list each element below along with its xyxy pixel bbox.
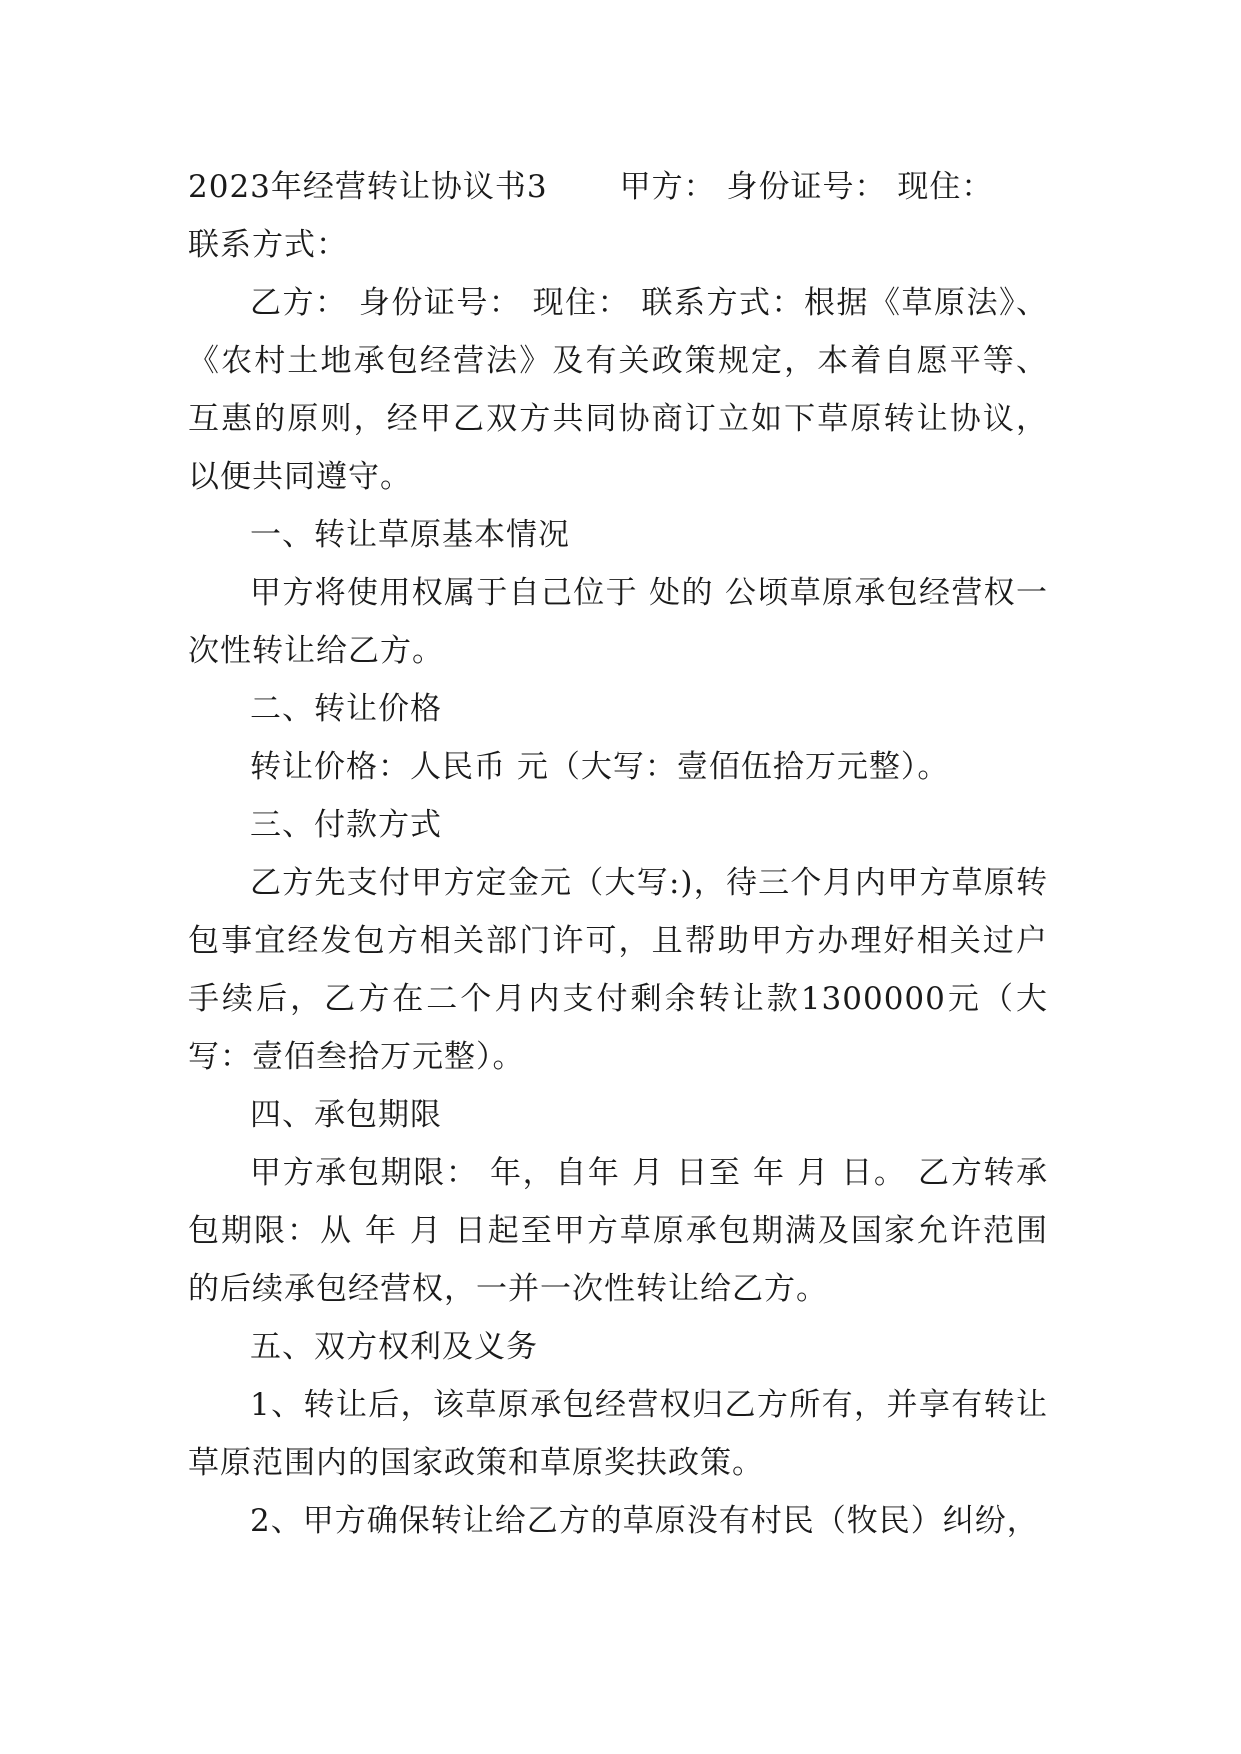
section-heading-3: 三、付款方式 [250,807,442,843]
party-a-fields: 甲方： 身份证号： 现住： [619,169,994,205]
section-heading-1: 一、转让草原基本情况 [250,517,570,553]
contact-label: 联系方式： [188,227,348,263]
document-title: 2023年经营转让协议书3 [188,169,548,205]
section-5-item-2: 2、甲方确保转让给乙方的草原没有村民（牧民）纠纷， [250,1503,1039,1539]
section-2-body: 转让价格：人民币 元（大写：壹佰伍拾万元整）。 [250,749,950,785]
title-line [188,158,1048,216]
intro-paragraph: 乙方： 身份证号： 现住： 联系方式：根据《草原法》、《农村土地承包经营法》及有关政策规定，本着自愿平等、互惠的原则，经甲乙双方共同协商订立如下草原转让协议，以便共同遵守。 [188,285,1048,495]
section-heading-5: 五、双方权利及义务 [250,1329,538,1365]
section-heading-2: 二、转让价格 [250,691,442,727]
section-1-body: 甲方将使用权属于自己位于 处的 公顷草原承包经营权一次性转让给乙方。 [188,575,1048,669]
document-body [188,158,1048,1550]
section-heading-4: 四、承包期限 [250,1097,442,1133]
section-3-body: 乙方先支付甲方定金元（大写:)，待三个月内甲方草原转包事宜经发包方相关部门许可，且帮助甲方办理好相关过户手续后，乙方在二个月内支付剩余转让款1300000元（大写：壹佰叁拾万元整）。 [188,865,1048,1075]
section-4-body: 甲方承包期限： 年，自年 月 日至 年 月 日。 乙方转承包期限：从 年 月 日起至甲方草原承包期满及国家允许范围的后续承包经营权，一并一次性转让给乙方。 [188,1155,1048,1307]
section-5-item-1: 1、转让后，该草原承包经营权归乙方所有，并享有转让草原范围内的国家政策和草原奖扶政策。 [188,1387,1048,1481]
